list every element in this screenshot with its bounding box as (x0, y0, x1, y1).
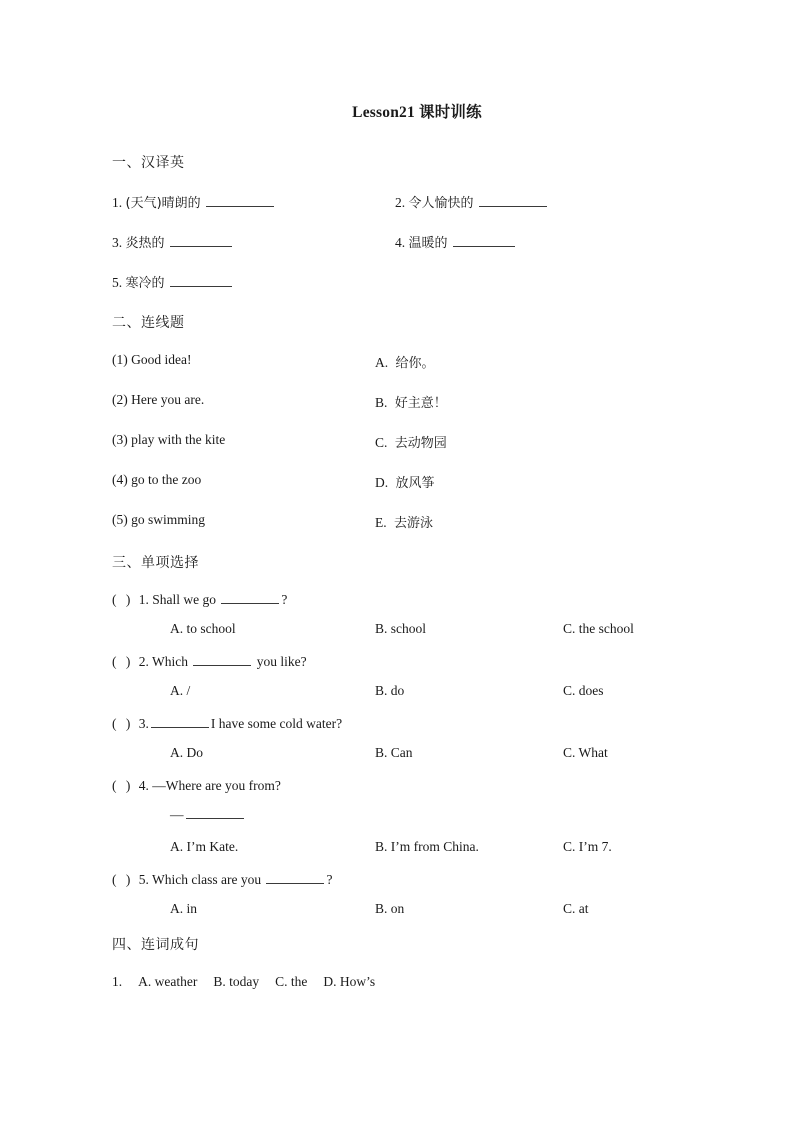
option-label: C. (563, 683, 576, 698)
option-text: / (186, 683, 191, 698)
option-text: school (390, 621, 427, 636)
translation-row (112, 192, 692, 211)
option-label: A. (170, 683, 184, 698)
match-right-item[interactable] (375, 432, 447, 451)
inline-blank[interactable] (186, 818, 244, 819)
mc-option-b[interactable] (375, 901, 404, 917)
match-left-text: go to the zoo (131, 472, 202, 487)
question-number: 1. (138, 592, 149, 607)
option-text: at (578, 901, 589, 916)
section-heading-2: 二、连线题 (112, 315, 185, 331)
option-text: I’m from China. (390, 839, 479, 854)
mc-question-5 (112, 872, 692, 920)
stem-text: Which (152, 654, 189, 669)
word-d (323, 974, 375, 989)
stem-text: —Where are you from? (152, 778, 281, 793)
mc-options (112, 745, 692, 764)
stem-tail: ? (281, 592, 288, 607)
option-label: A. (170, 745, 184, 760)
option-text: I’m Kate. (186, 839, 239, 854)
stem-text: Which class are you (152, 872, 262, 887)
item-number: 2. (395, 195, 406, 210)
item-prompt: 温暖的 (408, 236, 448, 251)
word-text: the (290, 974, 308, 989)
mc-option-a[interactable] (170, 683, 190, 699)
mc-option-c[interactable] (563, 621, 634, 637)
mc-stem (112, 716, 692, 732)
option-text: do (390, 683, 405, 698)
mc-answer-line (112, 807, 692, 829)
option-text: in (186, 901, 198, 916)
match-left-label: (4) (112, 472, 128, 487)
question-number: 3. (138, 716, 149, 731)
option-text: to school (186, 621, 236, 636)
match-left-label: (5) (112, 512, 128, 527)
mc-option-a[interactable] (170, 621, 236, 637)
inline-blank[interactable] (266, 883, 324, 884)
option-label: B. (375, 621, 388, 636)
word-order-item-1 (112, 974, 692, 990)
match-right-text: 去动物园 (394, 436, 447, 451)
answer-bracket[interactable]: ( ) (112, 592, 134, 607)
option-label: C. (563, 621, 576, 636)
match-row (112, 352, 692, 371)
word-text: weather (154, 974, 198, 989)
mc-options (112, 839, 692, 858)
match-left-item[interactable] (112, 432, 225, 448)
question-number: 4. (138, 778, 149, 793)
mc-stem (112, 872, 692, 888)
option-text: What (578, 745, 608, 760)
word-label: D. (323, 974, 337, 989)
translation-item-1 (112, 192, 276, 211)
mc-question-3 (112, 716, 692, 764)
mc-option-c[interactable] (563, 683, 604, 699)
word-a (138, 974, 197, 989)
match-right-label: A. (375, 355, 389, 370)
section-heading-4: 四、连词成句 (112, 937, 199, 953)
match-right-item[interactable] (375, 512, 433, 531)
option-text: the school (578, 621, 634, 636)
word-text: How’s (339, 974, 376, 989)
word-label: C. (275, 974, 288, 989)
match-row (112, 432, 692, 451)
answer-bracket[interactable]: ( ) (112, 654, 134, 669)
word-b (213, 974, 259, 989)
mc-option-a[interactable] (170, 839, 238, 855)
inline-blank[interactable] (221, 603, 279, 604)
stem-text: Shall we go (152, 592, 216, 607)
mc-option-b[interactable] (375, 621, 426, 637)
match-right-item[interactable] (375, 472, 435, 491)
section-heading-1: 一、汉译英 (112, 155, 185, 171)
item-prompt: 令人愉快的 (408, 196, 474, 211)
option-text: on (390, 901, 405, 916)
word-text: today (229, 974, 260, 989)
match-right-label: C. (375, 435, 388, 450)
mc-option-b[interactable] (375, 839, 479, 855)
answer-blank[interactable] (453, 246, 515, 247)
mc-question-4 (112, 778, 692, 858)
answer-blank[interactable] (206, 206, 274, 207)
option-label: C. (563, 839, 576, 854)
match-left-label: (2) (112, 392, 128, 407)
item-prompt: 炎热的 (125, 236, 165, 251)
match-left-label: (3) (112, 432, 128, 447)
match-right-item[interactable] (375, 392, 447, 411)
match-right-label: D. (375, 475, 389, 490)
word-c (275, 974, 307, 989)
page-content (112, 100, 692, 990)
stem-tail: ? (326, 872, 333, 887)
match-row (112, 472, 692, 491)
option-label: B. (375, 839, 388, 854)
question-number: 5. (138, 872, 149, 887)
option-label: A. (170, 839, 184, 854)
item-number: 4. (395, 235, 406, 250)
answer-bracket[interactable]: ( ) (112, 778, 134, 793)
stem-tail: you like? (256, 654, 307, 669)
mc-options (112, 683, 692, 702)
item-prompt: (天气)晴朗的 (125, 196, 201, 211)
option-label: A. (170, 621, 184, 636)
word-label: B. (213, 974, 226, 989)
dialogue-dash: — (170, 807, 184, 822)
item-number: 5. (112, 275, 123, 290)
match-left-item[interactable] (112, 512, 205, 528)
question-number: 2. (138, 654, 149, 669)
option-label: B. (375, 901, 388, 916)
translation-item-5 (112, 272, 234, 291)
mc-stem (112, 778, 692, 794)
match-left-text: Good idea! (131, 352, 192, 367)
option-text: does (578, 683, 604, 698)
option-label: B. (375, 745, 388, 760)
mc-options (112, 901, 692, 920)
option-text: Can (390, 745, 413, 760)
match-right-text: 给你。 (395, 356, 435, 371)
word-label: A. (138, 974, 152, 989)
match-left-text: Here you are. (131, 392, 205, 407)
stem-tail: I have some cold water? (210, 716, 343, 731)
translation-row (112, 272, 692, 291)
match-right-item[interactable] (375, 352, 435, 371)
mc-option-b[interactable] (375, 683, 404, 699)
page-title: Lesson21 课时训练 (352, 104, 482, 121)
translation-item-4 (395, 232, 517, 251)
option-text: Do (186, 745, 203, 760)
match-right-text: 去游泳 (394, 516, 434, 531)
mc-option-c[interactable] (563, 839, 612, 855)
option-text: I’m 7. (578, 839, 612, 854)
option-label: A. (170, 901, 184, 916)
match-right-label: E. (375, 515, 387, 530)
mc-question-2 (112, 654, 692, 702)
mc-option-a[interactable] (170, 901, 197, 917)
translation-row (112, 232, 692, 251)
option-label: C. (563, 901, 576, 916)
match-right-text: 放风筝 (395, 476, 435, 491)
option-label: B. (375, 683, 388, 698)
inline-blank[interactable] (193, 665, 251, 666)
match-right-text: 好主意！ (394, 396, 447, 411)
mc-option-b[interactable] (375, 745, 413, 761)
item-number: 1. (112, 974, 123, 989)
mc-option-c[interactable] (563, 745, 608, 761)
answer-bracket[interactable]: ( ) (112, 872, 134, 887)
match-row (112, 392, 692, 411)
mc-option-a[interactable] (170, 745, 203, 761)
answer-blank[interactable] (479, 206, 547, 207)
match-left-label: (1) (112, 352, 128, 367)
answer-bracket[interactable]: ( ) (112, 716, 134, 731)
section-heading-3: 三、单项选择 (112, 555, 199, 571)
mc-stem (112, 592, 692, 608)
mc-options (112, 621, 692, 640)
translation-item-3 (112, 232, 234, 251)
answer-blank[interactable] (170, 246, 232, 247)
inline-blank[interactable] (151, 727, 209, 728)
answer-blank[interactable] (170, 286, 232, 287)
match-left-item[interactable] (112, 472, 201, 488)
match-left-item[interactable] (112, 352, 191, 368)
item-number: 1. (112, 195, 123, 210)
mc-option-c[interactable] (563, 901, 589, 917)
match-left-text: play with the kite (131, 432, 226, 447)
translation-item-2 (395, 192, 549, 211)
option-label: C. (563, 745, 576, 760)
item-number: 3. (112, 235, 123, 250)
mc-question-1 (112, 592, 692, 640)
match-left-item[interactable] (112, 392, 204, 408)
match-row (112, 512, 692, 531)
match-left-text: go swimming (131, 512, 206, 527)
match-right-label: B. (375, 395, 388, 410)
item-prompt: 寒冷的 (125, 276, 165, 291)
mc-stem (112, 654, 692, 670)
